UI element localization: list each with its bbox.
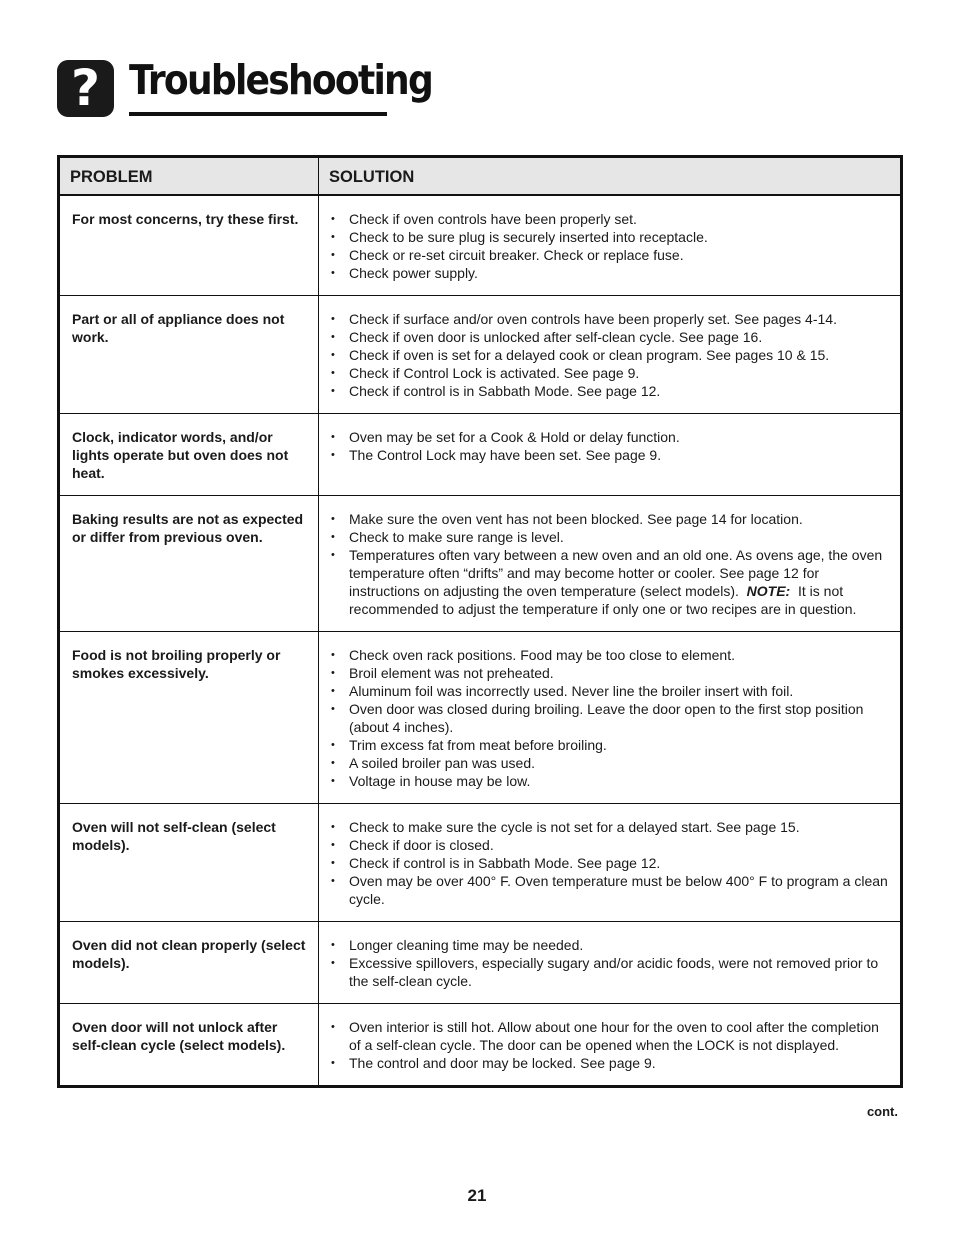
solution-item: • Check oven rack positions. Food may be too close to element. — [331, 646, 890, 664]
page-number: 21 — [467, 1186, 487, 1205]
table-row — [59, 296, 902, 414]
solution-item: • Broil element was not preheated. — [331, 664, 890, 682]
solution-item: • Check if control is in Sabbath Mode. See page 12. — [331, 382, 890, 400]
table-row — [59, 195, 902, 296]
table-row — [59, 632, 902, 804]
solution-item: • Check if oven is set for a delayed cook or clean program. See pages 10 & 15. — [331, 346, 890, 364]
problem-cell: For most concerns, try these first. — [59, 195, 319, 296]
solution-item: • Longer cleaning time may be needed. — [331, 936, 890, 954]
table-row — [59, 1004, 902, 1087]
solution-list — [331, 510, 890, 618]
problem-cell: Oven did not clean properly (select models). — [59, 922, 319, 1004]
solution-item: • Check if surface and/or oven controls have been properly set. See pages 4-14. — [331, 310, 890, 328]
table-header-row — [59, 157, 902, 196]
note-text: It is not recommended to adjust the temperature if only one or two recipes are in question. — [349, 583, 857, 617]
solution-list — [331, 818, 890, 908]
solution-item: • Oven door was closed during broiling. Leave the door open to the first stop position (about 4 inches). — [331, 700, 890, 736]
solution-item: • Check if oven controls have been properly set. — [331, 210, 890, 228]
solution-list — [331, 1018, 890, 1072]
solution-item: • Oven interior is still hot. Allow about one hour for the oven to cool after the completion of a self-clean cycle. The door can be opened when the LOCK is not displayed. — [331, 1018, 890, 1054]
page-title: Troubleshooting — [129, 56, 433, 104]
problem-cell: Clock, indicator words, and/or lights operate but oven does not heat. — [59, 414, 319, 496]
solution-cell — [319, 296, 902, 414]
solution-text: Temperatures often vary between a new oven and an old one. As ovens age, the oven temperature often “drifts” and may become hotter or cooler. See page 12 for instructions on adjusting the oven temperature (select models). — [349, 547, 883, 599]
table-row — [59, 804, 902, 922]
note-label: NOTE: — [746, 583, 791, 599]
solution-item: • Make sure the oven vent has not been blocked. See page 14 for location. — [331, 510, 890, 528]
solution-item: • The Control Lock may have been set. See page 9. — [331, 446, 890, 464]
table-row — [59, 414, 902, 496]
solution-cell — [319, 414, 902, 496]
solution-item: • Voltage in house may be low. — [331, 772, 890, 790]
title-underline — [129, 112, 387, 116]
problem-cell: Part or all of appliance does not work. — [59, 296, 319, 414]
continued-label: cont. — [866, 1104, 898, 1119]
solution-item: • Oven may be over 400° F. Oven temperature must be below 400° F to program a clean cycle. — [331, 872, 890, 908]
problem-cell: Oven door will not unlock after self-clean cycle (select models). — [59, 1004, 319, 1087]
solution-item: • Check or re-set circuit breaker. Check or replace fuse. — [331, 246, 890, 264]
solution-item: • Check if Control Lock is activated. See page 9. — [331, 364, 890, 382]
solution-item: • A soiled broiler pan was used. — [331, 754, 890, 772]
solution-item: • Check if control is in Sabbath Mode. See page 12. — [331, 854, 890, 872]
solution-list — [331, 310, 890, 400]
solution-cell — [319, 922, 902, 1004]
solution-list — [331, 210, 890, 282]
table-row — [59, 496, 902, 632]
solution-item: • Check to make sure the cycle is not set for a delayed start. See page 15. — [331, 818, 890, 836]
column-header-problem: PROBLEM — [59, 157, 319, 196]
table-row — [59, 922, 902, 1004]
problem-cell: Oven will not self-clean (select models). — [59, 804, 319, 922]
solution-item: • The control and door may be locked. See page 9. — [331, 1054, 890, 1072]
solution-cell — [319, 195, 902, 296]
solution-list — [331, 428, 890, 464]
problem-cell: Food is not broiling properly or smokes excessively. — [59, 632, 319, 804]
solution-cell — [319, 1004, 902, 1087]
troubleshooting-table — [57, 155, 903, 1088]
solution-item: • Check to be sure plug is securely inserted into receptacle. — [331, 228, 890, 246]
problem-cell: Baking results are not as expected or differ from previous oven. — [59, 496, 319, 632]
solution-cell — [319, 496, 902, 632]
solution-list — [331, 646, 890, 790]
solution-item: • Check to make sure range is level. — [331, 528, 890, 546]
solution-cell — [319, 804, 902, 922]
solution-item-with-note — [331, 546, 890, 618]
column-header-solution: SOLUTION — [319, 157, 902, 196]
solution-item: • Check if door is closed. — [331, 836, 890, 854]
question-mark-icon: ? — [57, 60, 114, 117]
solution-item: • Check if oven door is unlocked after self-clean cycle. See page 16. — [331, 328, 890, 346]
solution-item: • Aluminum foil was incorrectly used. Never line the broiler insert with foil. — [331, 682, 890, 700]
solution-item: • Oven may be set for a Cook & Hold or delay function. — [331, 428, 890, 446]
solution-item: • Check power supply. — [331, 264, 890, 282]
solution-item: • Trim excess fat from meat before broiling. — [331, 736, 890, 754]
solution-item: • Excessive spillovers, especially sugary and/or acidic foods, were not removed prior to the self-clean cycle. — [331, 954, 890, 990]
solution-list — [331, 936, 890, 990]
solution-cell — [319, 632, 902, 804]
